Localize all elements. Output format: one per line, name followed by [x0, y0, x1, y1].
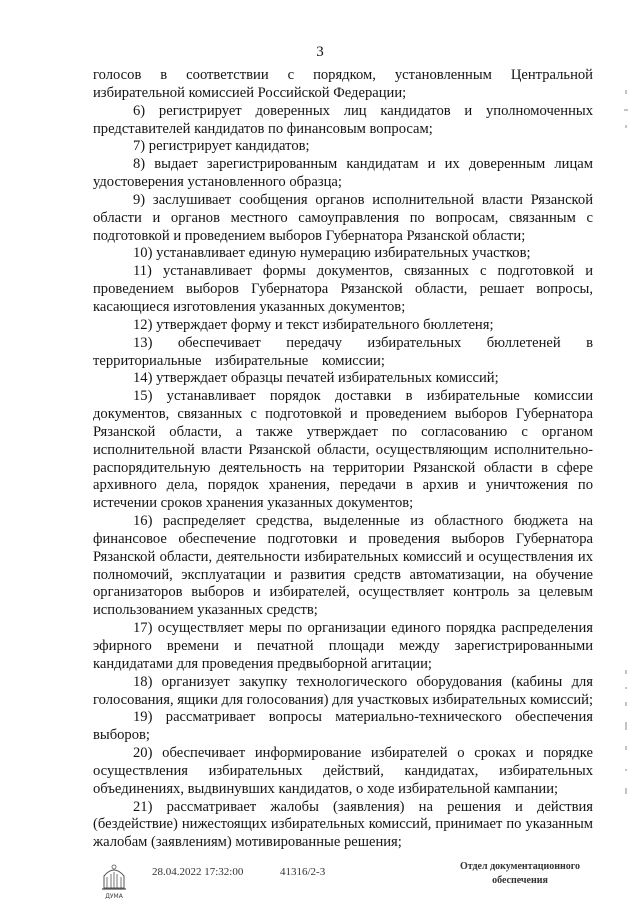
paragraph: 14) утверждает образцы печатей избирательных комиссий;: [133, 370, 499, 387]
paragraph: 9) заслушивает сообщения органов исполнительной власти Рязанской области и органов местного самоуправления по вопросам, связанным с подготовкой и проведением выборов Губернатора Рязанской области;: [93, 191, 593, 244]
emblem-caption: ДУМА: [105, 893, 123, 900]
department-line-2: обеспечения: [492, 875, 548, 886]
paragraph: 6) регистрирует доверенных лиц кандидатов и уполномоченных представителей кандидатов по финансовым вопросам;: [93, 102, 593, 137]
paragraph: 8) выдает зарегистрированным кандидатам и их доверенным лицам удостоверения установленного образца;: [93, 156, 593, 191]
duma-emblem-icon: [100, 862, 128, 892]
paragraph: 20) обеспечивает информирование избирателей о сроках и порядке осуществления избирательных действий, кандидатах, избирательных объединениях, выдвинувших кандидатов, о ходе избирательной кампании;: [93, 745, 593, 797]
footer: [0, 860, 640, 905]
registration-number: 41316/2-3: [280, 866, 326, 878]
paragraph: голосов в соответствии с порядком, установленным Центральной избирательной комиссией Российской Федерации;: [93, 67, 593, 101]
scan-margin-marks: [620, 70, 632, 840]
paragraph: 12) утверждает форму и текст избирательного бюллетеня;: [133, 316, 494, 333]
page-number: 3: [316, 44, 324, 60]
paragraph: 10) устанавливает единую нумерацию избирательных участков;: [133, 245, 531, 262]
document-body: [93, 67, 593, 852]
registration-date: 28.04.2022 17:32:00: [152, 866, 244, 878]
department-line-1: Отдел документационного: [459, 861, 581, 872]
paragraph: 17) осуществляет меры по организации единого порядка распределения эфирного времени и печатной площади между зарегистрированными кандидатами для проведения предвыборной агитации;: [93, 620, 593, 672]
department-stamp: [446, 860, 594, 888]
paragraph: 15) устанавливает порядок доставки в избирательные комиссии документов, связанных с подготовкой и проведением выборов Губернатора Рязанской области, а также утверждает по согласованию с органом исполнительной власти Рязанской области, осуществляющим исполнительно-распорядительную деятельность на территории Рязанской области в сфере архивного дела, порядок хранения, передачи в архив и уничтожения по истечении сроков хранения указанных документов;: [93, 388, 593, 512]
paragraph: 19) рассматривает вопросы материально-технического обеспечения выборов;: [93, 709, 593, 744]
paragraph: 11) устанавливает формы документов, связанных с подготовкой и проведением выборов Губернатора Рязанской области, решает вопросы, касающиеся изготовления указанных документов;: [93, 263, 593, 315]
paragraph: 13) обеспечивает передачу избирательных бюллетеней в территориальные избирательные комиссии;: [93, 334, 593, 369]
paragraph: 18) организует закупку технологического оборудования (кабины для голосования, ящики для голосования) для участковых избирательных комиссий;: [93, 673, 594, 708]
paragraph: 16) распределяет средства, выделенные из областного бюджета на финансовое обеспечение подготовки и проведения выборов Губернатора Рязанской области, деятельности избирательных комиссий и осуществления их полномочий, эксплуатации и развития средств автоматизации, на обучение организаторов выборов и избирателей, осуществляет контроль за целевым использованием указанных средств;: [93, 513, 593, 619]
paragraph: 21) рассматривает жалобы (заявления) на решения и действия (бездействие) нижестоящих избирательных комиссий, принимает по указанным жалобам (заявлениям) мотивированные решения;: [93, 798, 593, 851]
paragraph: 7) регистрирует кандидатов;: [133, 138, 310, 155]
